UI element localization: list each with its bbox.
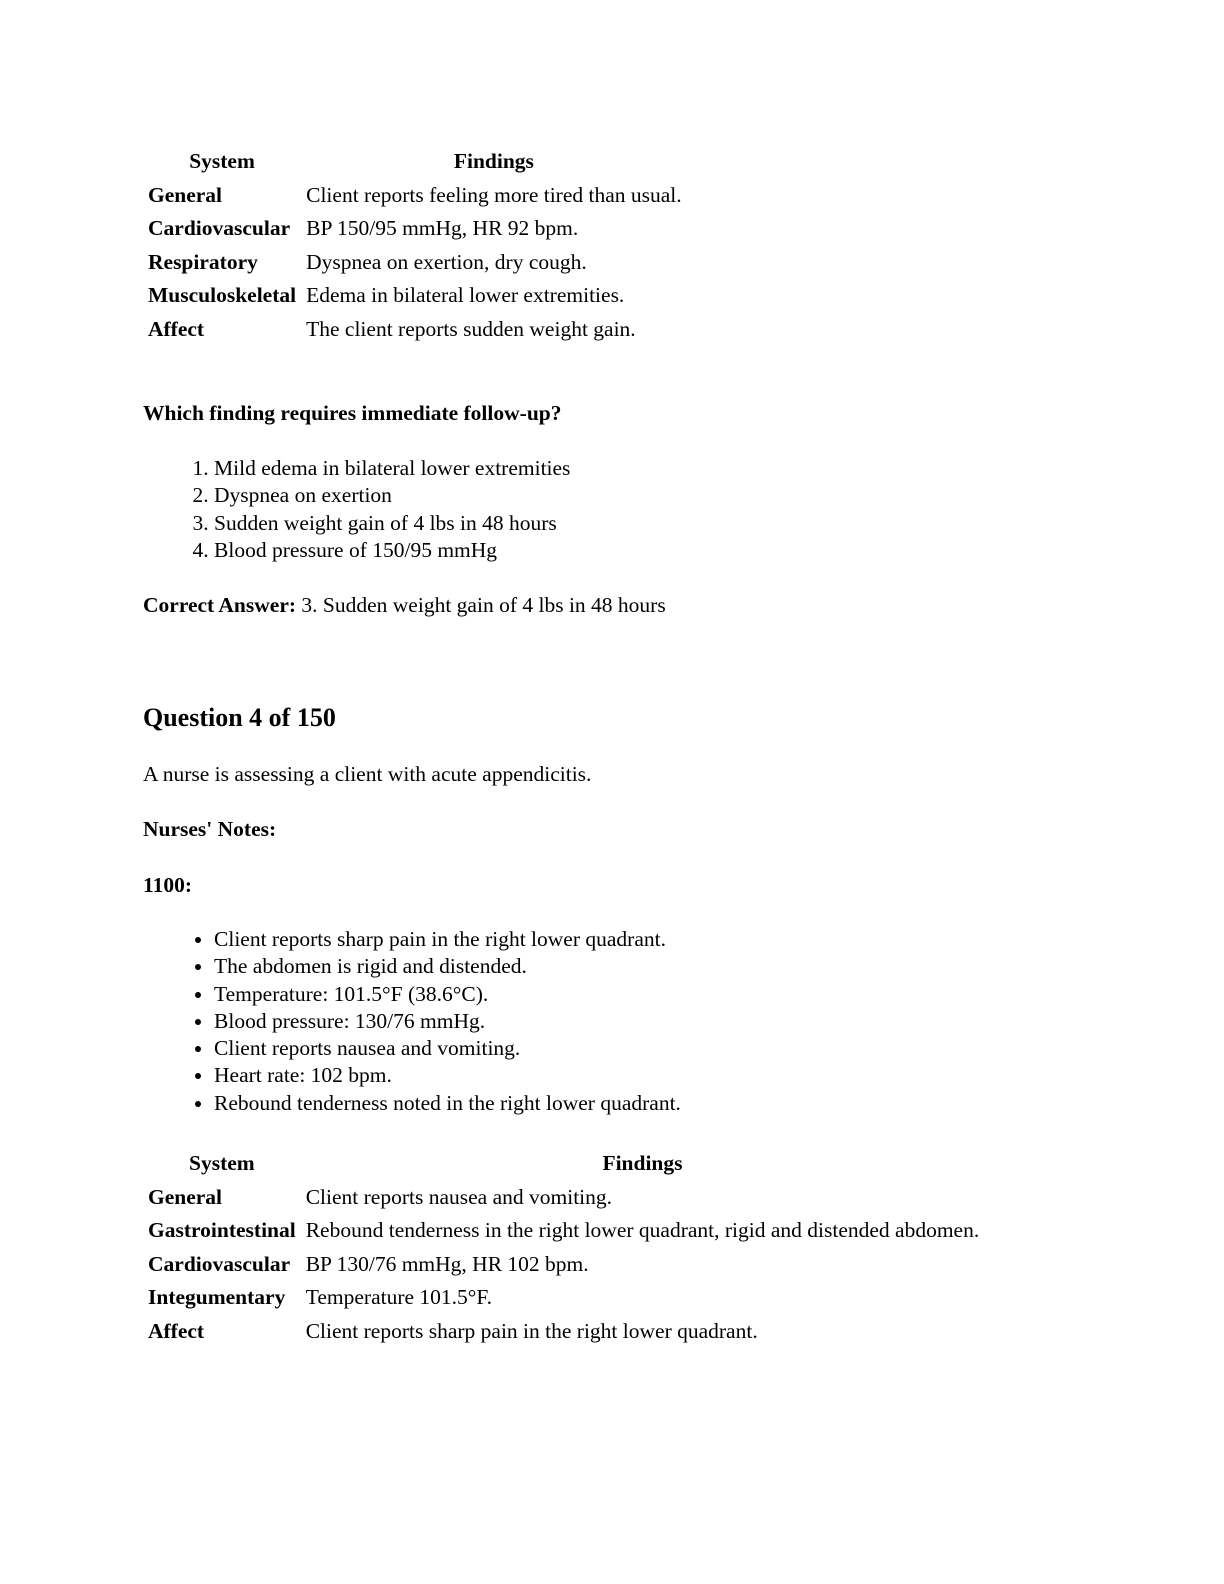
system-cell: Affect <box>148 1318 205 1343</box>
option: 3. Sudden weight gain of 4 lbs in 48 hours <box>214 510 570 537</box>
table-row <box>143 1315 984 1349</box>
system-cell: General <box>148 1184 223 1209</box>
table-row <box>143 1248 984 1282</box>
question-prompt: Which finding requires immediate follow-up? <box>143 401 562 425</box>
table-row <box>143 179 687 213</box>
system-cell: Cardiovascular <box>148 1251 291 1276</box>
option: 1. Mild edema in bilateral lower extremities <box>214 455 570 482</box>
findings-cell: BP 150/95 mmHg, HR 92 bpm. <box>306 216 579 240</box>
table-row <box>143 1181 984 1215</box>
header-findings: Findings <box>602 1151 683 1175</box>
system-cell: General <box>148 182 223 207</box>
table-row <box>143 212 687 246</box>
table-row <box>143 313 687 347</box>
system-cell: Musculoskeletal <box>148 283 297 307</box>
table-row <box>143 279 687 313</box>
findings-cell: The client reports sudden weight gain. <box>306 316 636 341</box>
note-item: • Heart rate: 102 bpm. <box>214 1062 681 1089</box>
option: 2. Dyspnea on exertion <box>214 482 570 509</box>
notes-time: 1100: <box>143 873 192 897</box>
header-system: System <box>189 1151 255 1175</box>
table-row <box>143 1281 984 1315</box>
note-item: • Blood pressure: 130/76 mmHg. <box>214 1008 681 1035</box>
answer-options <box>143 455 570 564</box>
table-row <box>143 1214 984 1248</box>
note-item: • Client reports sharp pain in the right lower quadrant. <box>214 926 681 953</box>
notes-label: Nurses' Notes: <box>143 817 277 841</box>
findings-cell: BP 130/76 mmHg, HR 102 bpm. <box>305 1251 589 1276</box>
option: 4. Blood pressure of 150/95 mmHg <box>214 537 570 564</box>
nurses-notes-list <box>143 926 681 1117</box>
findings-cell: Client reports nausea and vomiting. <box>305 1184 613 1209</box>
findings-cell: Edema in bilateral lower extremities. <box>306 283 625 307</box>
system-cell: Respiratory <box>148 249 258 274</box>
findings-cell: Temperature 101.5°F. <box>305 1285 492 1309</box>
findings-cell: Dyspnea on exertion, dry cough. <box>306 249 587 274</box>
header-findings: Findings <box>453 149 534 173</box>
note-item: • Client reports nausea and vomiting. <box>214 1035 681 1062</box>
note-item: • The abdomen is rigid and distended. <box>214 953 681 980</box>
correct-answer <box>143 593 666 618</box>
header-system: System <box>189 149 255 173</box>
findings-cell: Rebound tenderness in the right lower quadrant, rigid and distended abdomen. <box>305 1218 980 1242</box>
system-cell: Gastrointestinal <box>148 1218 296 1242</box>
system-cell: Integumentary <box>148 1285 286 1309</box>
table-row <box>143 246 687 280</box>
findings-cell: Client reports sharp pain in the right lower quadrant. <box>305 1318 758 1343</box>
question-title: Question 4 of 150 <box>143 703 336 732</box>
findings-cell: Client reports feeling more tired than usual. <box>306 182 682 207</box>
question-intro: A nurse is assessing a client with acute appendicitis. <box>143 762 592 786</box>
note-item: • Temperature: 101.5°F (38.6°C). <box>214 981 681 1008</box>
correct-answer-text: 3. Sudden weight gain of 4 lbs in 48 hours <box>301 593 666 617</box>
system-cell: Affect <box>148 316 205 341</box>
note-item: • Rebound tenderness noted in the right lower quadrant. <box>214 1090 681 1117</box>
findings-table-1 <box>143 145 687 346</box>
system-cell: Cardiovascular <box>148 216 291 240</box>
correct-answer-label: Correct Answer: <box>143 593 297 617</box>
findings-table-2 <box>143 1147 984 1348</box>
